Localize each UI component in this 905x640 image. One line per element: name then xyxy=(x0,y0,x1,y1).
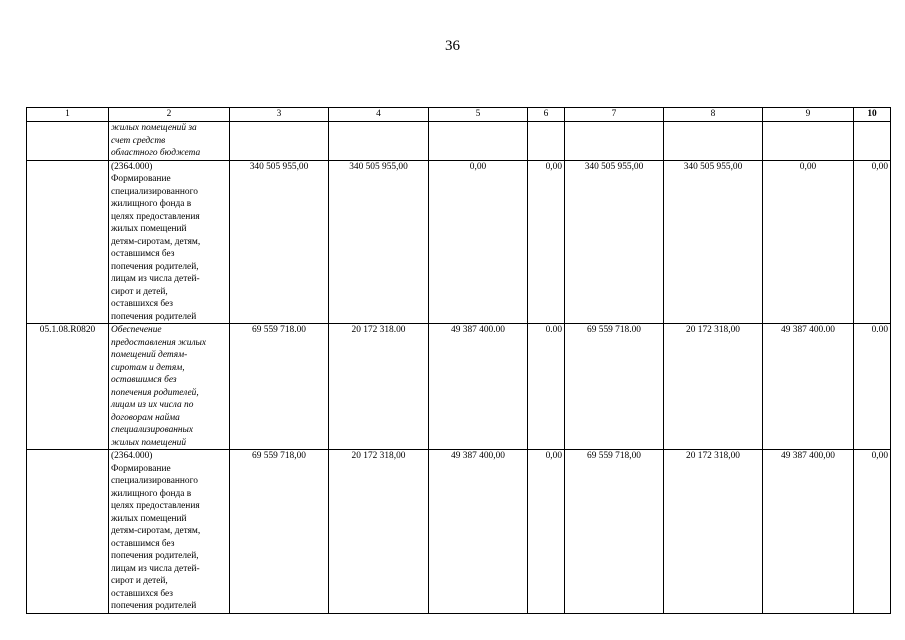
value-cell-col-7: 69 559 718,00 xyxy=(565,450,664,614)
value-cell-col-10: 0.00 xyxy=(854,324,891,450)
row-name-line: детям-сиротам, детям, xyxy=(111,526,201,536)
row-code-cell xyxy=(27,450,109,614)
row-code-cell xyxy=(27,122,109,161)
value-cell-col-3: 340 505 955,00 xyxy=(230,160,329,324)
value-cell-col-4 xyxy=(329,122,429,161)
table-row xyxy=(27,160,891,324)
value-cell-col-8 xyxy=(664,122,763,161)
header-col-6: 6 xyxy=(528,108,565,122)
row-name-line: сирот и детей, xyxy=(111,576,168,586)
value-cell-col-3 xyxy=(230,122,329,161)
row-name-line: жилых помещений за xyxy=(111,123,197,133)
value-cell-col-7: 340 505 955,00 xyxy=(565,160,664,324)
row-name-cell xyxy=(109,160,230,324)
header-col-3: 3 xyxy=(230,108,329,122)
row-name-line: попечения родителей, xyxy=(111,261,199,272)
row-name-line: сиротам и детям, xyxy=(111,362,185,373)
row-name-line: лицам из их числа по xyxy=(111,400,194,410)
value-cell-col-5: 49 387 400.00 xyxy=(429,324,528,450)
row-name-line: жилищного фонда в xyxy=(111,488,192,499)
row-name-cell xyxy=(109,122,230,161)
row-name-line: специализированного xyxy=(111,476,198,486)
row-name-line: лицам из числа детей- xyxy=(111,274,200,284)
row-name-line: попечения родителей, xyxy=(111,387,199,398)
header-col-5: 5 xyxy=(429,108,528,122)
budget-table xyxy=(26,107,891,614)
table-row xyxy=(27,122,891,161)
row-name-line: лицам из числа детей- xyxy=(111,563,200,574)
row-name-cell xyxy=(109,324,230,450)
header-col-1: 1 xyxy=(27,108,109,122)
value-cell-col-5: 49 387 400,00 xyxy=(429,450,528,614)
row-name-line: попечения родителей xyxy=(111,311,197,322)
row-name-line: договорам найма xyxy=(111,412,180,423)
value-cell-col-7 xyxy=(565,122,664,161)
row-name-line: сирот и детей, xyxy=(111,286,168,297)
row-name-line: (2364.000) xyxy=(111,451,153,461)
value-cell-col-9: 0,00 xyxy=(763,160,854,324)
row-name-line: жилищного фонда в xyxy=(111,199,192,209)
row-name-line: оставшимся без xyxy=(111,538,175,549)
value-cell-col-6 xyxy=(528,122,565,161)
value-cell-col-8: 20 172 318,00 xyxy=(664,324,763,450)
row-name-line: счет средств xyxy=(111,135,166,146)
row-name-line: жилых помещений xyxy=(111,224,187,234)
header-col-9: 9 xyxy=(763,108,854,122)
value-cell-col-8: 20 172 318,00 xyxy=(664,450,763,614)
row-name-line: (2364.000) xyxy=(111,161,153,172)
row-name-line: детям-сиротам, детям, xyxy=(111,236,201,247)
value-cell-col-5 xyxy=(429,122,528,161)
row-name-line: попечения родителей xyxy=(111,601,197,611)
header-col-10: 10 xyxy=(854,108,891,122)
value-cell-col-3: 69 559 718.00 xyxy=(230,324,329,450)
value-cell-col-9: 49 387 400,00 xyxy=(763,450,854,614)
row-name-line: целях предоставления xyxy=(111,211,200,222)
row-name-line: жилых помещений xyxy=(111,513,187,524)
row-name-line: помещений детям- xyxy=(111,350,188,360)
value-cell-col-9 xyxy=(763,122,854,161)
value-cell-col-3: 69 559 718,00 xyxy=(230,450,329,614)
header-col-2: 2 xyxy=(109,108,230,122)
value-cell-col-6: 0,00 xyxy=(528,450,565,614)
value-cell-col-4: 340 505 955,00 xyxy=(329,160,429,324)
value-cell-col-4: 20 172 318.00 xyxy=(329,324,429,450)
header-col-7: 7 xyxy=(565,108,664,122)
row-name-line: оставшихся без xyxy=(111,588,173,599)
value-cell-col-10 xyxy=(854,122,891,161)
value-cell-col-7: 69 559 718.00 xyxy=(565,324,664,450)
row-name-line: Формирование xyxy=(111,463,171,474)
value-cell-col-9: 49 387 400.00 xyxy=(763,324,854,450)
row-name-line: жилых помещений xyxy=(111,437,187,448)
row-name-line: попечения родителей, xyxy=(111,551,199,561)
header-col-8: 8 xyxy=(664,108,763,122)
row-name-line: оставшимся без xyxy=(111,375,177,385)
row-name-line: областного бюджета xyxy=(111,148,201,158)
row-code-cell: 05.1.08.R0820 xyxy=(27,324,109,450)
value-cell-col-6: 0,00 xyxy=(528,160,565,324)
value-cell-col-8: 340 505 955,00 xyxy=(664,160,763,324)
value-cell-col-4: 20 172 318,00 xyxy=(329,450,429,614)
header-col-4: 4 xyxy=(329,108,429,122)
row-name-line: оставшимся без xyxy=(111,249,175,259)
table-row xyxy=(27,324,891,450)
row-name-line: оставшихся без xyxy=(111,299,173,309)
row-name-line: специализированного xyxy=(111,186,198,197)
value-cell-col-6: 0.00 xyxy=(528,324,565,450)
row-name-cell xyxy=(109,450,230,614)
value-cell-col-10: 0,00 xyxy=(854,160,891,324)
value-cell-col-5: 0,00 xyxy=(429,160,528,324)
value-cell-col-10: 0,00 xyxy=(854,450,891,614)
header-row xyxy=(27,108,891,122)
row-code-cell xyxy=(27,160,109,324)
page-number: 36 xyxy=(445,38,460,54)
row-name-line: специализированных xyxy=(111,425,194,435)
table-body xyxy=(27,122,891,614)
row-name-line: Формирование xyxy=(111,174,171,184)
row-name-line: Обеспечение xyxy=(111,325,162,335)
row-name-line: целях предоставления xyxy=(111,501,200,511)
row-name-line: предоставления жилых xyxy=(111,337,207,348)
table-row xyxy=(27,450,891,614)
